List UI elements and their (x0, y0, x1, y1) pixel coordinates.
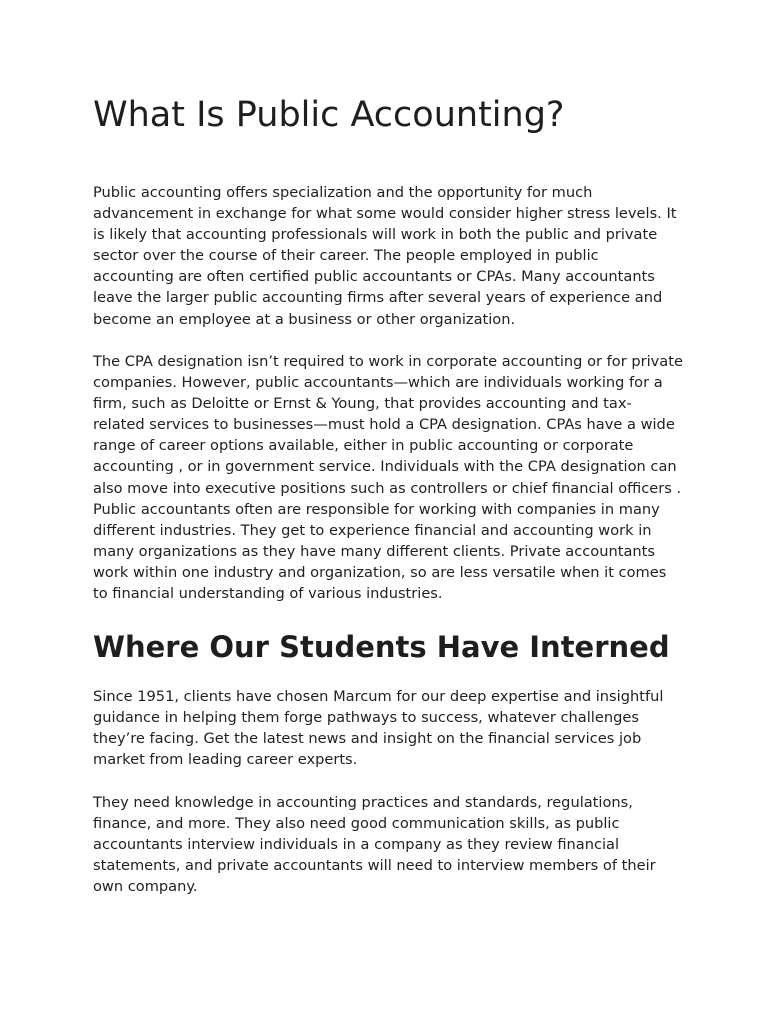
paragraph-skills: They need knowledge in accounting practices and standards, regulations, finance, and more. They also need good communication skills, as public accountants interview individuals in a company as they review financial statements, and private accountants will need to interview members of their own company. (93, 794, 656, 896)
section-heading-interned: Where Our Students Have Interned (93, 630, 670, 664)
page-title: What Is Public Accounting? (93, 95, 565, 135)
paragraph-marcum: Since 1951, clients have chosen Marcum for our deep expertise and insightful guidance in helping them forge pathways to success, whatever challenges they’re facing. Get the latest news and insight on the financial services job market from leading career experts. (93, 688, 664, 769)
paragraph-intro: Public accounting offers specialization and the opportunity for much advancement in exchange for what some would consider higher stress levels. It is likely that accounting professionals will work in both the public and private sector over the course of their career. The people employed in public accounting are often certified public accountants or CPAs. Many accountants leave the larger public accounting firms after several years of experience and become an employee at a business or other organization. (93, 184, 677, 328)
paragraph-cpa-designation: The CPA designation isn’t required to work in corporate accounting or for private companies. However, public accountants—which are individuals working for a firm, such as Deloitte or Ernst & Young, that provides accounting and tax-related services to businesses—must hold a CPA designation. CPAs have a wide range of career options available, either in public accounting or corporate accounting , or in government service. Individuals with the CPA designation can also move into executive positions such as controllers or chief financial officers . Public accountants often are responsible for working with companies in many different industries. They get to experience financial and accounting work in many organizations as they have many different clients. Private accountants work within one industry and organization, so are less versatile when it comes to financial understanding of various industries. (93, 353, 683, 603)
